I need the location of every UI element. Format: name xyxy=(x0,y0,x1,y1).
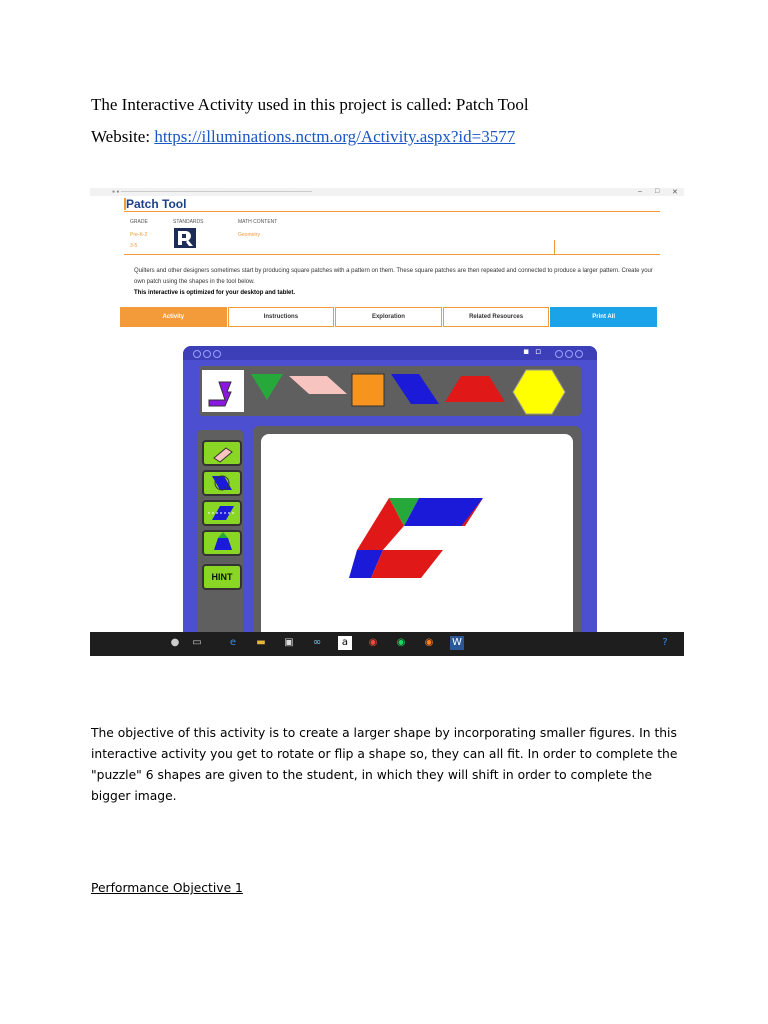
math-content-label: MATH CONTENT xyxy=(238,219,278,225)
divider-line-2 xyxy=(124,254,660,255)
help-icon[interactable]: ? xyxy=(662,637,668,648)
shape-rhombus[interactable] xyxy=(391,374,439,404)
eraser-icon xyxy=(204,442,240,464)
canvas-border xyxy=(253,426,581,646)
rotate-icon xyxy=(204,472,240,494)
website-label: Website: xyxy=(91,127,155,146)
print-icon[interactable]: ▫ xyxy=(535,347,542,357)
embedded-screenshot xyxy=(90,188,684,656)
tab-instructions[interactable]: Instructions xyxy=(228,307,335,327)
save-icon[interactable]: ▪ xyxy=(523,347,530,357)
browser-url-bar: ● ● ────────────────────────────────────────────────────── xyxy=(112,189,313,195)
patch-tool-frame xyxy=(183,346,597,646)
tab-activity[interactable]: Activity xyxy=(120,307,227,327)
description-text: Quilters and other designers sometimes start by producing square patches with a pattern on them. These square patches are then repeated and connected to produce a larger pattern. Create your own patch using the shapes in the tool below. xyxy=(134,268,653,285)
tab-print-all[interactable]: Print All xyxy=(550,307,657,327)
flip-button[interactable] xyxy=(202,500,242,526)
patch-canvas[interactable] xyxy=(261,434,573,646)
shape-thin-rhombus[interactable] xyxy=(289,376,347,394)
infinity-icon[interactable]: ∞ xyxy=(312,637,322,648)
windows-taskbar xyxy=(90,632,684,656)
website-line xyxy=(91,127,515,147)
tab-exploration[interactable]: Exploration xyxy=(335,307,442,327)
standards-label: STANDARDS xyxy=(173,219,204,225)
tool-sidebar xyxy=(197,430,243,646)
maximize-icon[interactable]: □ xyxy=(655,188,660,195)
chrome-icon[interactable]: ◉ xyxy=(368,637,378,648)
site-title: Patch Tool xyxy=(126,197,187,211)
flip-vertical-button[interactable] xyxy=(202,530,242,556)
math-content-value[interactable]: Geometry xyxy=(238,232,260,238)
hint-button[interactable]: HINT xyxy=(202,564,242,590)
grade-value-1[interactable]: Pre-K-2 xyxy=(130,232,148,238)
minimize-icon[interactable]: – xyxy=(638,188,642,195)
shape-square[interactable] xyxy=(352,374,384,406)
nctm-logo-icon xyxy=(174,228,196,248)
amazon-icon[interactable]: a xyxy=(338,636,352,650)
store-icon[interactable]: ▣ xyxy=(284,637,294,648)
tab-bar xyxy=(120,307,658,327)
eraser-button[interactable] xyxy=(202,440,242,466)
grade-label: GRADE xyxy=(130,219,148,225)
browser-bar xyxy=(90,188,684,196)
shape-palette xyxy=(199,366,581,416)
close-icon[interactable]: ✕ xyxy=(672,189,678,196)
rotate-button[interactable] xyxy=(202,470,242,496)
edge-icon[interactable]: e xyxy=(229,637,237,648)
shape-triangle[interactable] xyxy=(251,374,283,400)
window-dot xyxy=(565,350,573,358)
objective-paragraph: The objective of this activity is to create a larger shape by incorporating smaller figures. In this interactive activity you get to rotate or flip a shape so, they can all fit. In order to complete the "puzzle" 6 shapes are given to the student, in which they will shift in order to complete the bigger image. xyxy=(91,726,678,803)
firefox-icon[interactable]: ◉ xyxy=(424,637,434,648)
file-explorer-icon[interactable]: ▬ xyxy=(256,637,266,648)
grade-value-2[interactable]: 3-5 xyxy=(130,243,138,249)
window-dot xyxy=(213,350,221,358)
window-dot xyxy=(555,350,563,358)
flip-vertical-icon xyxy=(204,532,240,554)
pattern-red-bottom xyxy=(371,550,443,578)
shape-palette-svg xyxy=(199,366,581,416)
performance-objective-heading: Performance Objective 1 xyxy=(91,881,243,895)
window-dot xyxy=(575,350,583,358)
microphone-icon[interactable]: ● xyxy=(170,637,180,648)
divider-line xyxy=(124,211,660,212)
window-dot xyxy=(193,350,201,358)
patch-pattern xyxy=(261,434,573,646)
spotify-icon[interactable]: ◉ xyxy=(396,637,406,648)
tab-related-resources[interactable]: Related Resources xyxy=(443,307,550,327)
task-view-icon[interactable]: ▭ xyxy=(192,637,202,648)
shape-hexagon[interactable] xyxy=(513,370,565,414)
flip-icon xyxy=(204,502,240,524)
column-divider xyxy=(554,240,555,254)
website-link[interactable]: https://illuminations.nctm.org/Activity.aspx?id=3577 xyxy=(154,127,516,146)
shape-trapezoid[interactable] xyxy=(445,376,505,402)
optimized-note: This interactive is optimized for your desktop and tablet. xyxy=(134,290,296,296)
word-icon[interactable]: W xyxy=(450,636,464,650)
description xyxy=(134,266,654,299)
intro-line: The Interactive Activity used in this project is called: Patch Tool xyxy=(91,95,529,114)
frame-header xyxy=(183,346,597,360)
window-dot xyxy=(203,350,211,358)
